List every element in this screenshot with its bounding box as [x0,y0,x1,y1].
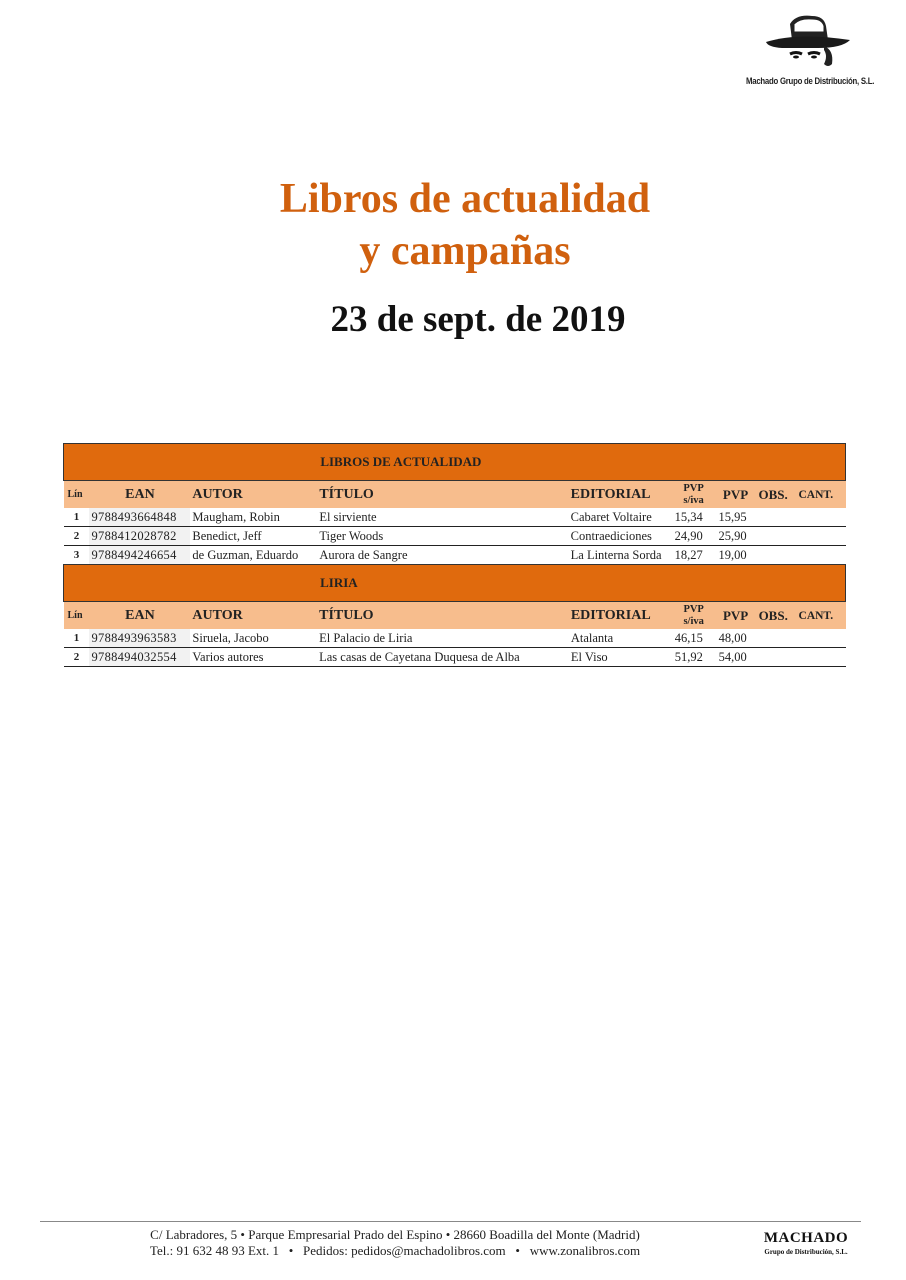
cell-lin: 3 [64,546,90,565]
cell-obs [757,629,797,648]
col-editorial: EDITORIAL [569,602,673,630]
cell-cant [796,508,845,527]
col-pvp-siva [673,602,715,630]
logo-caption: Machado Grupo de Distribución, S.L. [746,76,875,87]
cell-pvp-siva: 15,34 [673,508,715,527]
cell-editorial: Atalanta [569,629,673,648]
footer-brand [750,1230,862,1256]
cell-ean: 9788494246654 [89,546,190,565]
cell-autor: Benedict, Jeff [190,527,317,546]
cell-cant [797,629,846,648]
hat-man-icon [738,10,888,76]
section-title: LIBROS DE ACTUALIDAD [317,444,568,481]
cell-pvp-siva: 18,27 [673,546,715,565]
table-row [64,629,846,648]
cell-editorial: Contraediciones [569,527,673,546]
footer-divider [40,1221,861,1222]
cell-titulo: Tiger Woods [317,527,568,546]
cell-obs [757,527,797,546]
col-ean: EAN [89,602,190,630]
page-title-line2: y campañas [359,228,571,274]
cell-ean: 9788493664848 [89,508,190,527]
section-header [64,565,846,602]
footer-address: C/ Labradores, 5 • Parque Empresarial Prado del Espino • 28660 Boadilla del Monte (Madrid) [150,1227,640,1242]
section-title: LIRIA [317,565,569,602]
col-titulo: TÍTULO [317,602,569,630]
cell-pvp-siva: 46,15 [673,629,715,648]
cell-editorial: La Linterna Sorda [569,546,673,565]
cell-cant [796,546,845,565]
cell-titulo: Aurora de Sangre [317,546,568,565]
table-row [64,508,846,527]
cell-obs [757,546,797,565]
cell-autor: de Guzman, Eduardo [190,546,317,565]
col-autor: AUTOR [190,481,317,509]
cell-ean: 9788493963583 [89,629,190,648]
col-obs: OBS. [757,602,797,630]
cell-pvp: 25,90 [715,527,757,546]
footer-brand-subtitle: Grupo de Distribución, S.L. [764,1248,848,1256]
cell-pvp: 19,00 [715,546,757,565]
page-title-line1: Libros de actualidad [279,176,651,222]
col-lin: Lín [64,602,90,630]
col-pvp-siva-top: PVP [683,603,704,615]
cell-pvp: 15,95 [715,508,757,527]
cell-ean: 9788412028782 [89,527,190,546]
footer-contact: Tel.: 91 632 48 93 Ext. 1 • Pedidos: pedidos@machadolibros.com • www.zonalibros.com [149,1243,641,1258]
cell-cant [797,648,846,667]
table-row [64,527,846,546]
col-pvp-siva-top: PVP [683,482,704,494]
cell-pvp: 48,00 [715,629,757,648]
col-pvp: PVP [715,481,757,509]
col-titulo: TÍTULO [317,481,568,509]
cell-titulo: El Palacio de Liria [317,629,569,648]
col-cant: CANT. [796,481,845,509]
cell-lin: 1 [64,508,90,527]
col-editorial: EDITORIAL [569,481,673,509]
footer-brand-name: MACHADO [763,1230,849,1246]
table-row [64,648,846,667]
cell-obs [757,508,797,527]
cell-autor: Maugham, Robin [190,508,317,527]
company-logo [738,10,888,95]
cell-lin: 1 [64,629,90,648]
cell-cant [796,527,845,546]
col-ean: EAN [89,481,190,509]
column-header-row [64,481,846,509]
cell-editorial: El Viso [569,648,673,667]
col-obs: OBS. [757,481,797,509]
col-pvp-siva-bottom: s/iva [683,494,704,506]
table-row [64,546,846,565]
cell-editorial: Cabaret Voltaire [569,508,673,527]
section-table-liria [63,564,846,667]
col-cant: CANT. [797,602,846,630]
column-header-row [64,602,846,630]
cell-pvp: 54,00 [715,648,757,667]
cell-pvp-siva: 51,92 [673,648,715,667]
col-autor: AUTOR [190,602,317,630]
section-table-libros-de-actualidad [63,443,846,565]
col-pvp-siva-bottom: s/iva [683,615,704,627]
col-pvp-siva [673,481,715,509]
cell-autor: Siruela, Jacobo [190,629,317,648]
cell-lin: 2 [64,648,90,667]
cell-pvp-siva: 24,90 [673,527,715,546]
section-header [64,444,846,481]
cell-titulo: Las casas de Cayetana Duquesa de Alba [317,648,569,667]
cell-lin: 2 [64,527,90,546]
page-date: 23 de sept. de 2019 [330,299,626,340]
cell-obs [757,648,797,667]
cell-titulo: El sirviente [317,508,568,527]
col-pvp: PVP [715,602,757,630]
col-lin: Lín [64,481,90,509]
cell-ean: 9788494032554 [89,648,190,667]
cell-autor: Varios autores [190,648,317,667]
